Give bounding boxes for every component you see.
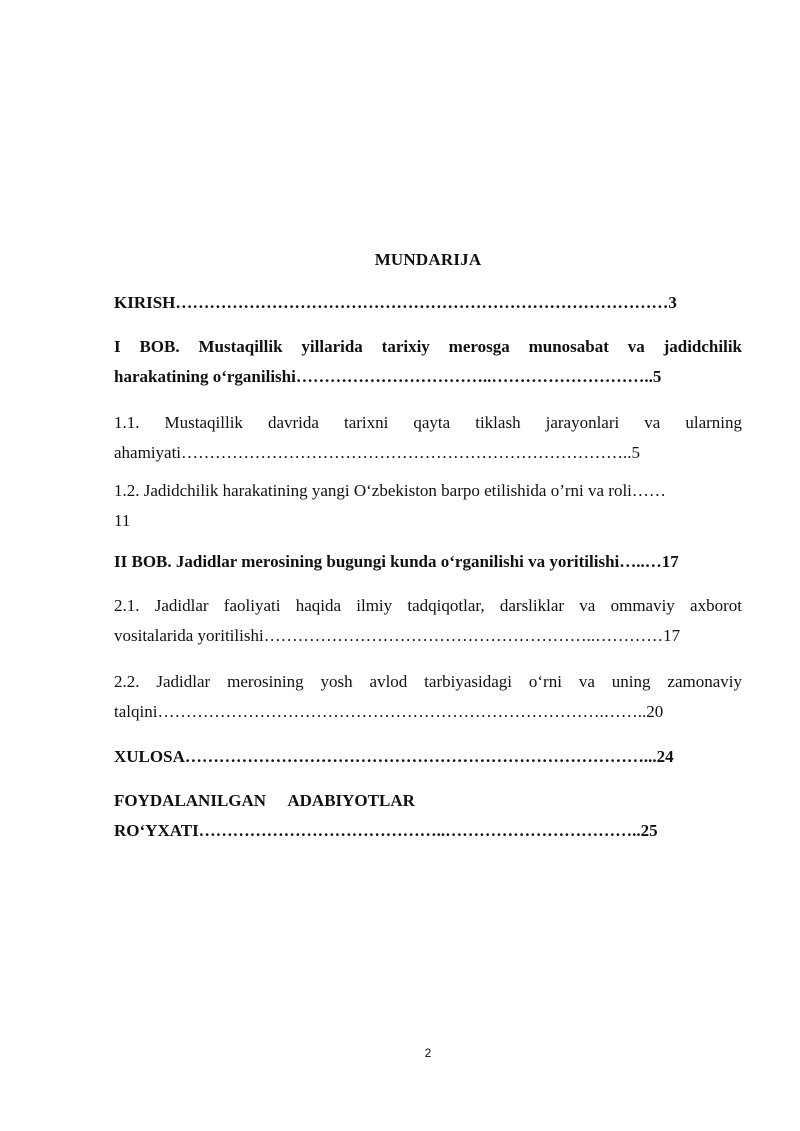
- toc-line: talqini…………………………………………………………………….……..20: [114, 702, 664, 721]
- toc-entry-section-2-2: [114, 667, 742, 727]
- toc-line: 2.2. Jadidlar merosining yosh avlod tarbiyasidagi o‘rni va uning zamonaviy: [114, 672, 742, 691]
- toc-line: II BOB. Jadidlar merosining bugungi kunda o‘rganilishi va yoritilishi…..…17: [114, 552, 679, 571]
- toc-entry-section-1-1: [114, 408, 742, 468]
- toc-line: FOYDALANILGAN ADABIYOTLAR: [114, 791, 415, 810]
- toc-line: RO‘YXATI……………………………………..……………………………..25: [114, 821, 658, 840]
- toc-entry-chapter-2: [114, 547, 742, 577]
- document-page: [114, 0, 742, 1131]
- toc-line: ahamiyati……………………………………………………………………..5: [114, 443, 641, 462]
- toc-line: 1.2. Jadidchilik harakatining yangi O‘zbekiston barpo etilishida o’rni va roli……: [114, 481, 666, 500]
- toc-entry-introduction: [114, 288, 742, 318]
- toc-line: I BOB. Mustaqillik yillarida tarixiy merosga munosabat va jadidchilik: [114, 337, 742, 356]
- toc-line: harakatining o‘rganilishi……………………………..………………………..5: [114, 367, 662, 386]
- toc-line: 11: [114, 511, 131, 530]
- toc-line: vositalarida yoritilishi…………………………………………………..…………17: [114, 626, 681, 645]
- toc-entry-conclusion: [114, 742, 742, 772]
- toc-line: XULOSA………………………………………………………………………...24: [114, 747, 674, 766]
- toc-entry-section-1-2: [114, 476, 742, 536]
- toc-entry-chapter-1: [114, 332, 742, 392]
- toc-entry-bibliography: [114, 786, 742, 846]
- toc-line: KIRISH……………………………………………………………………………3: [114, 293, 677, 312]
- toc-line: 1.1. Mustaqillik davrida tarixni qayta tiklash jarayonlari va ularning: [114, 413, 742, 432]
- page-number: 2: [424, 1046, 432, 1060]
- toc-heading: MUNDARIJA: [374, 250, 482, 269]
- toc-line: 2.1. Jadidlar faoliyati haqida ilmiy tadqiqotlar, darsliklar va ommaviy axborot: [114, 596, 742, 615]
- toc-entry-section-2-1: [114, 591, 742, 651]
